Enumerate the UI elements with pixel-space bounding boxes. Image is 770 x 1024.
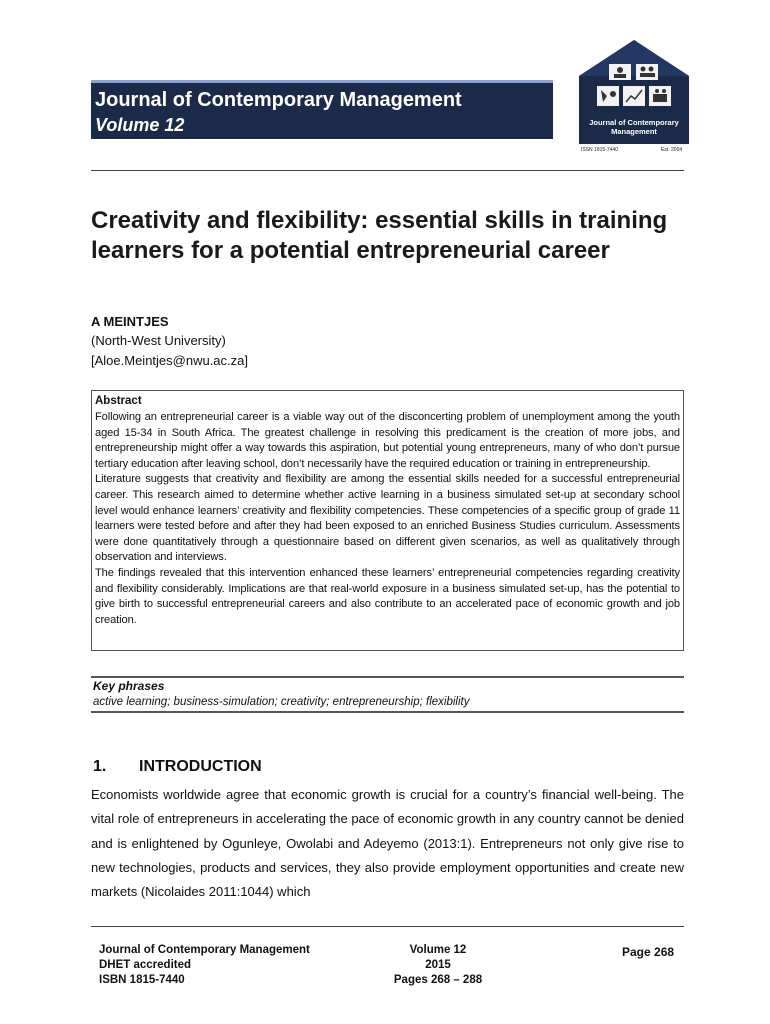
abstract-paragraph: The findings revealed that this intervention enhanced these learners’ entrepreneurial competencies regarding creativity and flexibility considerably. Implications are that real-world exposure in a business simulated set-up, has the potential to give birth to successful entrepreneurial careers and also contribute to an accelerated pace of economic growth and job creation.: [95, 566, 680, 626]
footer-journal-info: [99, 943, 310, 988]
header-divider: [91, 170, 684, 171]
abstract-box: [91, 390, 684, 651]
key-phrases-bottom-rule: [91, 711, 684, 713]
footer-volume: Volume 12: [409, 944, 467, 956]
abstract-paragraph: Following an entrepreneurial career is a viable way out of the disconcerting problem of unemployment among the youth aged 15-34 in South Africa. The greatest challenge in resolving this predicament is the creation of more jobs, and entrepreneurship might offer a way towards this aspiration, but potential young entrepreneurs, many of who don’t pursue tertiary education after leaving school, don’t necessarily have the required education or training in entrepreneurship.: [95, 411, 680, 470]
abstract-heading: Abstract: [95, 395, 142, 407]
key-phrases-top-rule: [91, 676, 684, 678]
footer-pages: Pages 268 – 288: [393, 974, 483, 986]
abstract-paragraph: Literature suggests that creativity and flexibility are among the essential skills needed for a successful entrepreneurial career. This research aimed to determine whether active learning in a business simulated set-up at secondary school level would enhance learners’ creativity and flexibility competencies. These competencies of a specific group of grade 11 learners were tested before and after they had been exposed to an enriched Business Studies curriculum. Assessments were done quantitatively through a questionnaire based on different given scenarios, as well as qualitatively through observation and interviews.: [95, 473, 680, 564]
author-affiliation: (North-West University): [91, 333, 226, 348]
footer-isbn: ISBN 1815-7440: [99, 974, 185, 986]
logo-title: Journal of Contemporary Management: [589, 118, 679, 136]
journal-logo: [571, 38, 697, 160]
footer-divider: [91, 926, 684, 927]
logo-issn-text: ISSN 1815-7440: [581, 147, 618, 153]
journal-header-band: [91, 80, 553, 139]
footer-volume-info: [388, 943, 488, 988]
logo-established-text: Est. 2004: [661, 147, 683, 153]
section-title: INTRODUCTION: [139, 758, 262, 775]
key-phrases-heading: Key phrases: [93, 679, 165, 693]
author-email: [Aloe.Meintjes@nwu.ac.za]: [91, 353, 248, 368]
introduction-text: Economists worldwide agree that economic growth is crucial for a country’s financial well-being. The vital role of entrepreneurs in accelerating the pace of economic growth in any country cannot be denied and is enlightened by Ogunleye, Owolabi and Adeyemo (2013:1). Entrepreneurs not only give rise to new technologies, products and services, they also provide employment opportunities and create new markets (Nicolaides 2011:1044) which: [91, 787, 684, 900]
article-title: Creativity and flexibility: essential skills in training learners for a potential entrepreneurial career: [91, 207, 668, 264]
footer-journal-name: Journal of Contemporary Management: [99, 944, 310, 956]
journal-logo-emblem: [571, 38, 697, 160]
journal-volume: Volume 12: [95, 115, 185, 135]
footer-accreditation: DHET accredited: [99, 959, 192, 971]
page-number: Page 268: [622, 945, 675, 959]
footer-year: 2015: [425, 959, 451, 971]
author-name: A MEINTJES: [91, 314, 169, 329]
section-number: 1.: [93, 758, 107, 775]
key-phrases-text: active learning; business-simulation; creativity; entrepreneurship; flexibility: [93, 696, 470, 708]
journal-name: Journal of Contemporary Management: [95, 89, 462, 111]
